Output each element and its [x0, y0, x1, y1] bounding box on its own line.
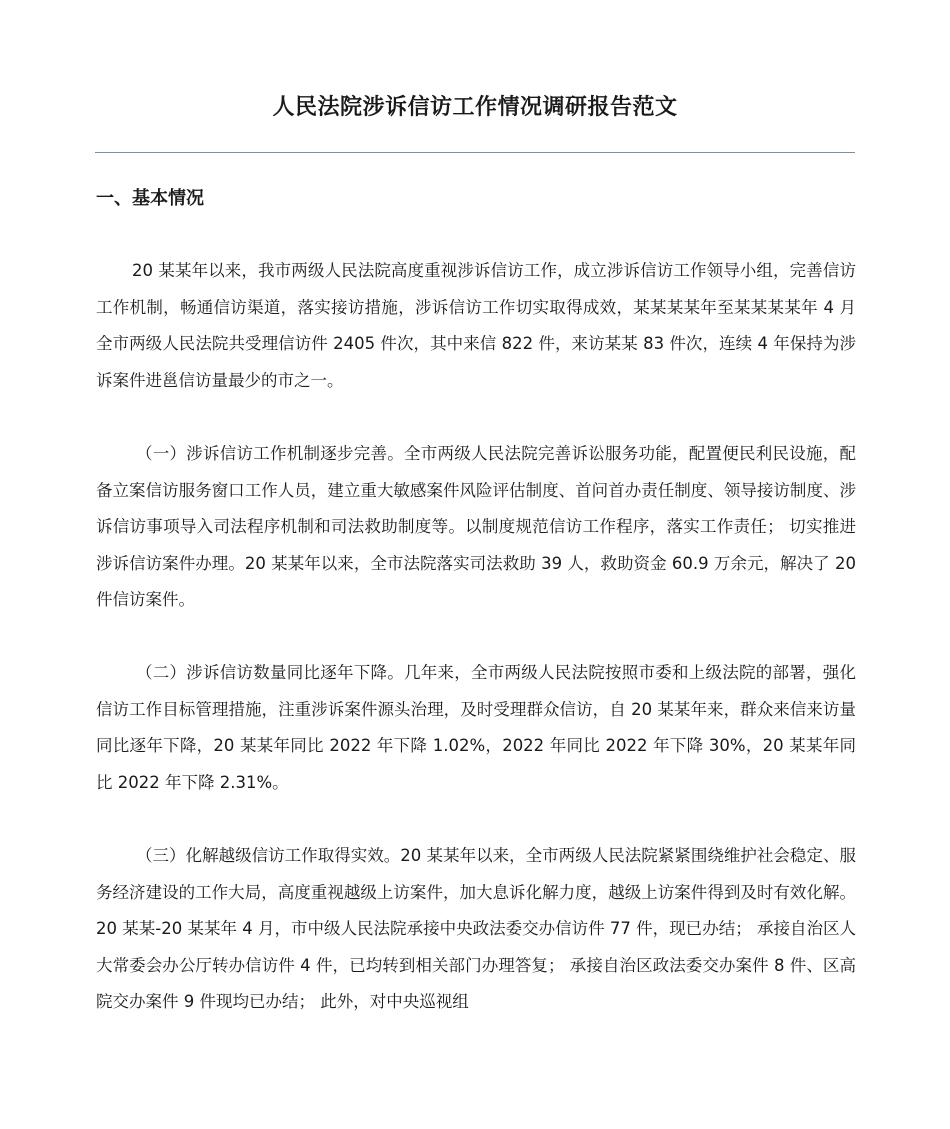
- paragraph-decline: （二）涉诉信访数量同比逐年下降。几年来，全市两级人民法院按照市委和上级法院的部署，强化信访工作目标管理措施，注重涉诉案件源头治理，及时受理群众信访，自 20 某某年来，群众来信来访量同比逐年下降，20 某某年同比 2022 年下降 1.02%，2022 年同比 2022 年下降 30%，20 某某年同比 2022 年下降 2.31%。: [96, 663, 856, 792]
- section-heading: 一、基本情况: [96, 188, 204, 209]
- document-title: 人民法院涉诉信访工作情况调研报告范文: [272, 95, 678, 120]
- paragraph-intro: 20 某某年以来，我市两级人民法院高度重视涉诉信访工作，成立涉诉信访工作领导小组，完善信访工作机制，畅通信访渠道，落实接访措施，涉诉信访工作切实取得成效，某某某某年至某某某某年 4 月全市两级人民法院共受理信访件 2405 件次，其中来信 822 件，来访某某 83 件次，连续 4 年保持为涉诉案件进邕信访量最少的市之一。: [96, 261, 856, 390]
- paragraph-resolution: （三）化解越级信访工作取得实效。20 某某年以来，全市两级人民法院紧紧围绕维护社会稳定、服务经济建设的工作大局，高度重视越级上访案件，加大息诉化解力度，越级上访案件得到及时有效化解。20 某某-20 某某年 4 月，市中级人民法院承接中央政法委交办信访件 77 件，现已办结； 承接自治区人大常委会办公厅转办信访件 4 件，已均转到相关部门办理答复； 承接自治区政法委交办案件 8 件、区高院交办案件 9 件现均已办结； 此外，对中央巡视组: [96, 846, 856, 1011]
- title-divider: [95, 152, 855, 153]
- paragraph-mechanism: （一）涉诉信访工作机制逐步完善。全市两级人民法院完善诉讼服务功能，配置便民利民设施，配备立案信访服务窗口工作人员，建立重大敏感案件风险评估制度、首问首办责任制度、领导接访制度、涉诉信访事项导入司法程序机制和司法救助制度等。以制度规范信访工作程序，落实工作责任； 切实推进涉诉信访案件办理。20 某某年以来，全市法院落实司法救助 39 人，救助资金 60.9 万余元，解决了 20 件信访案件。: [96, 444, 856, 609]
